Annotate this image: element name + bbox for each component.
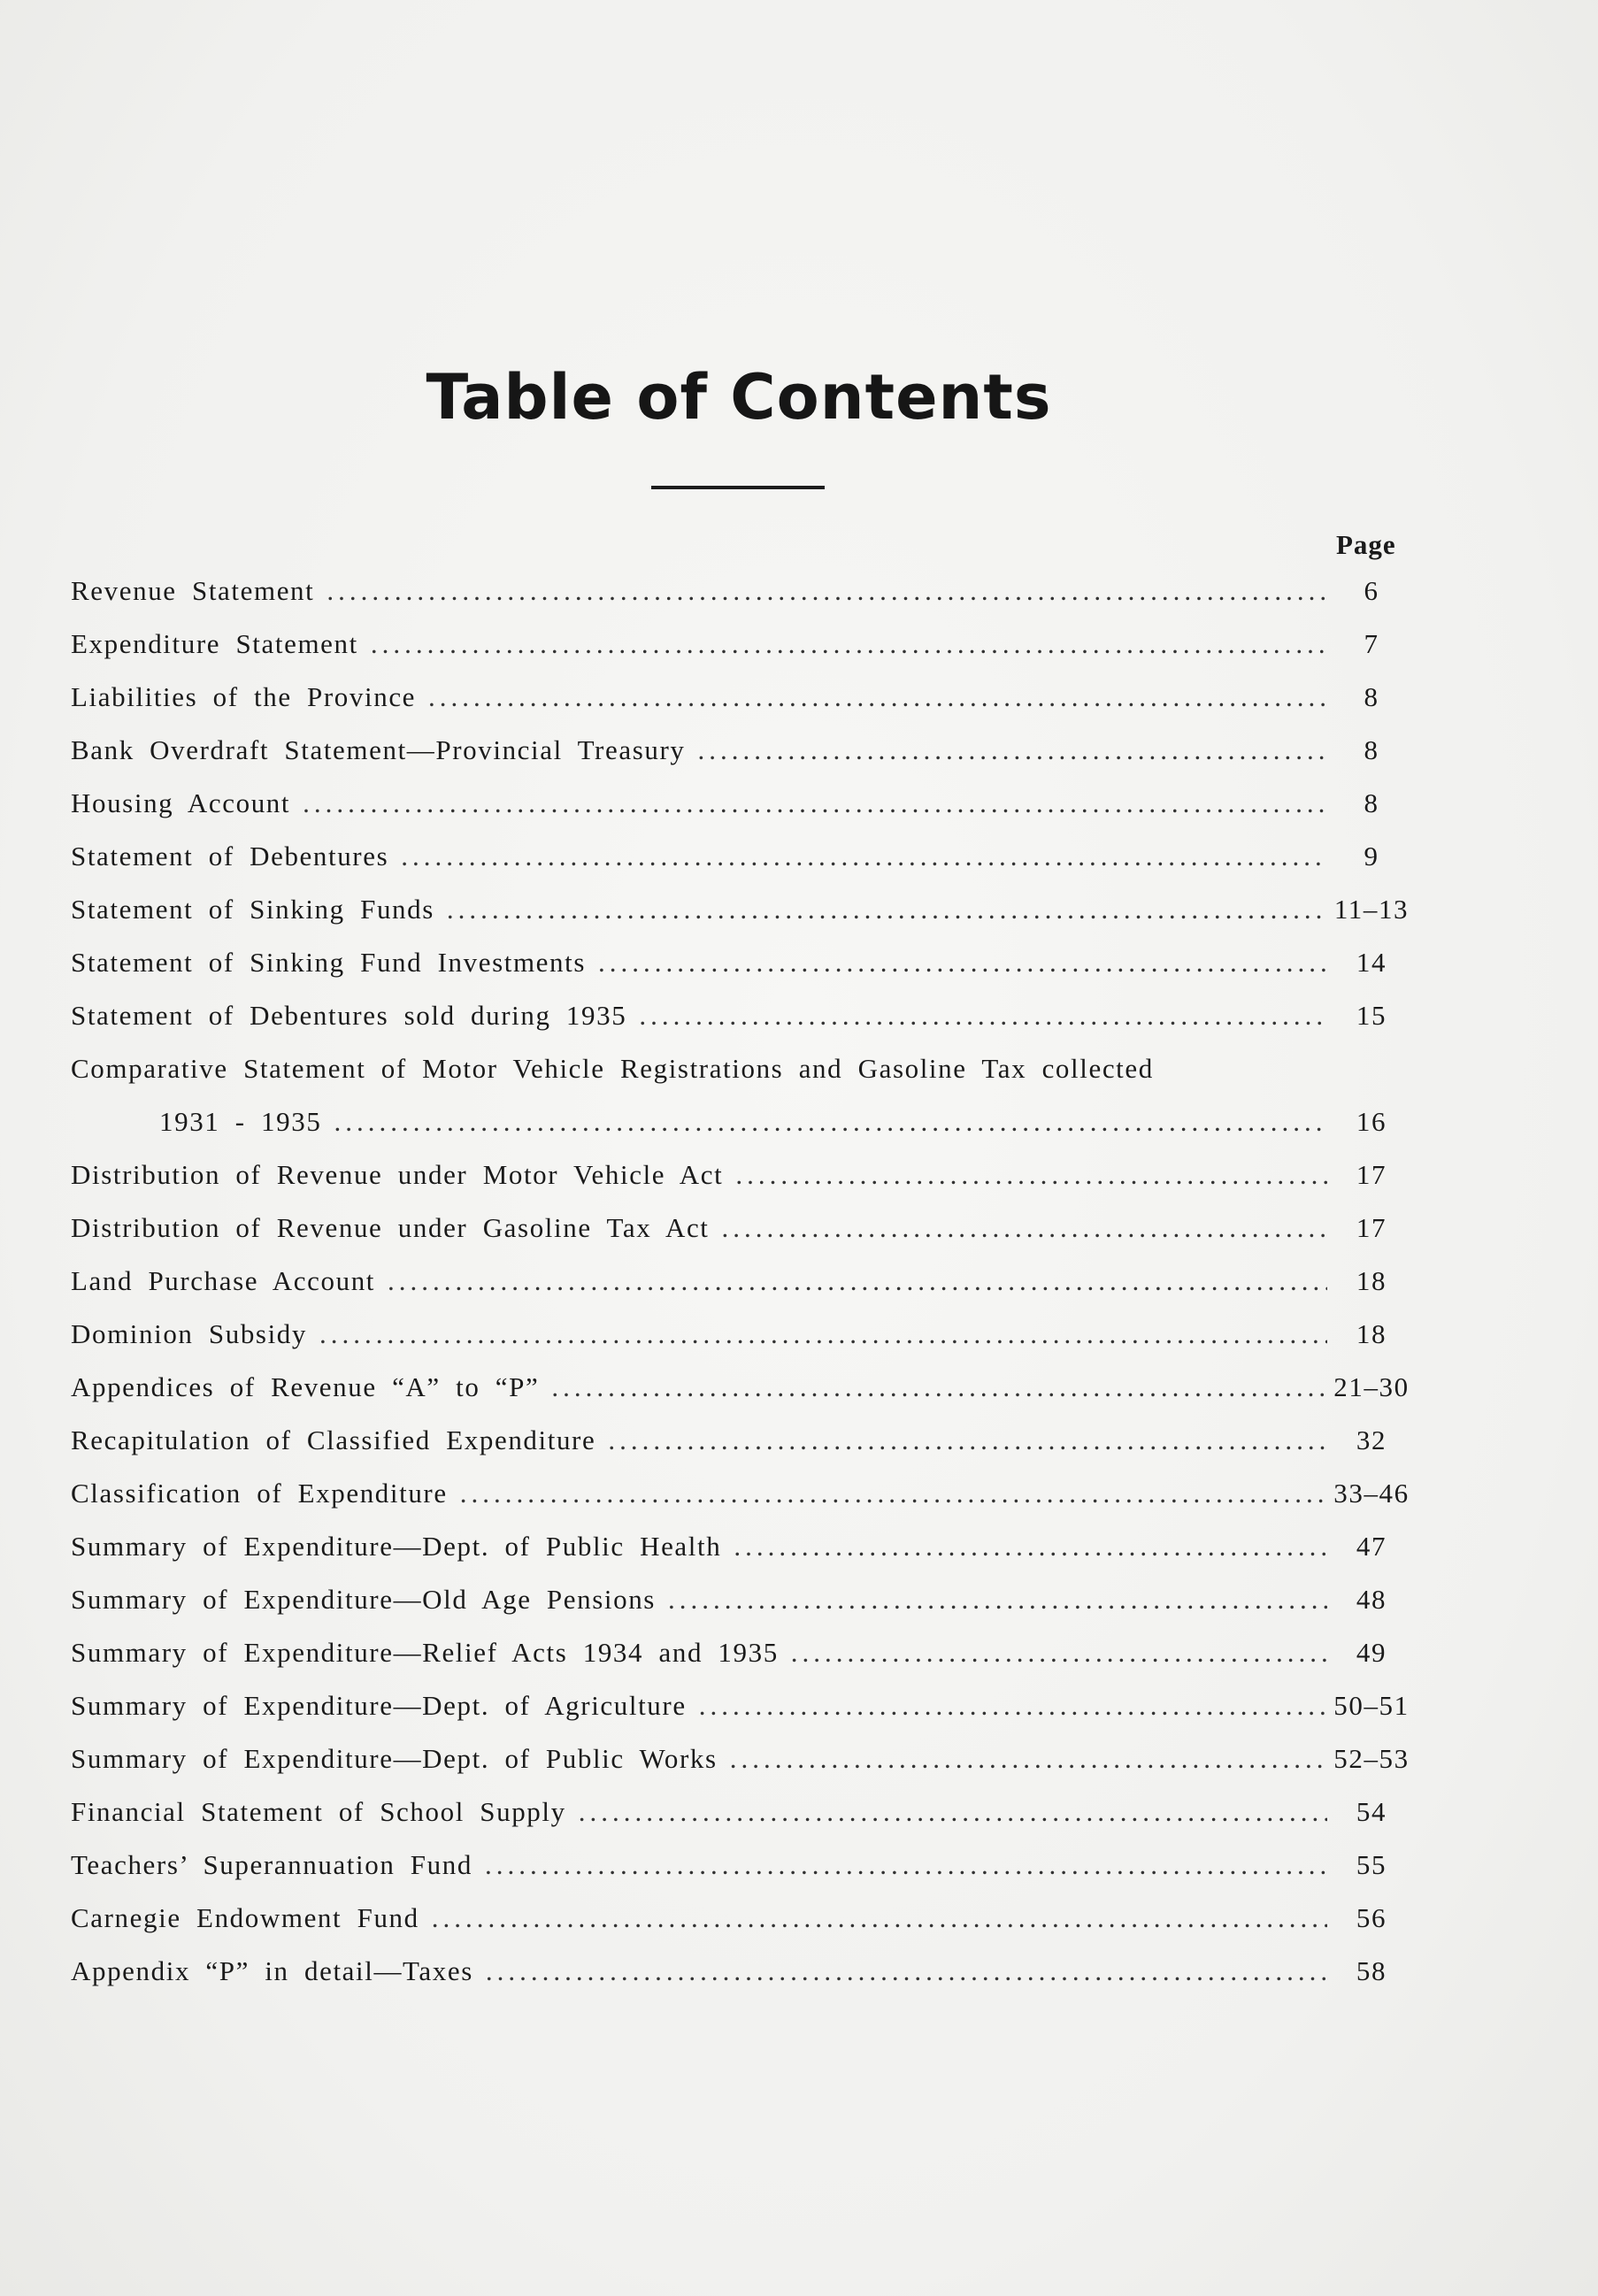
toc-entry xyxy=(71,1849,1416,1902)
dot-leader xyxy=(327,575,1327,607)
toc-entry-label: Financial Statement of School Supply xyxy=(71,1796,566,1827)
toc-entry xyxy=(71,1318,1416,1371)
toc-entry xyxy=(71,1106,1416,1159)
toc-entry xyxy=(71,1371,1416,1424)
toc-entry-page: 56 xyxy=(1356,1902,1387,1933)
toc-entry-page: 8 xyxy=(1364,787,1379,818)
toc-entry-label: Recapitulation of Classified Expenditure xyxy=(71,1424,596,1455)
toc-entry-label: 1931 - 1935 xyxy=(159,1106,322,1137)
toc-entry-page: 8 xyxy=(1364,734,1379,765)
toc-entry xyxy=(71,1531,1416,1584)
toc-entry xyxy=(71,1000,1416,1053)
dot-leader xyxy=(730,1743,1327,1775)
toc-entry-label: Land Purchase Account xyxy=(71,1265,376,1296)
toc-entry-page: 15 xyxy=(1356,1000,1387,1031)
dot-leader xyxy=(734,1531,1327,1563)
toc-entry xyxy=(71,1424,1416,1478)
toc-entry-page: 14 xyxy=(1356,947,1387,978)
toc-entry-label: Appendix “P” in detail—Taxes xyxy=(71,1955,473,1986)
toc-entry-page: 55 xyxy=(1356,1849,1387,1880)
page-title: Table of Contents xyxy=(426,361,1052,434)
toc-entry-label: Housing Account xyxy=(71,787,291,818)
toc-entry-label: Distribution of Revenue under Motor Vehicle Act xyxy=(71,1159,724,1190)
dot-leader xyxy=(401,841,1327,872)
toc-entry-page: 54 xyxy=(1356,1796,1387,1827)
dot-leader xyxy=(432,1902,1327,1934)
dot-leader xyxy=(697,734,1327,766)
dot-leader xyxy=(598,947,1327,979)
toc-entry-label: Summary of Expenditure—Old Age Pensions xyxy=(71,1584,656,1615)
toc-entry-page: 18 xyxy=(1356,1318,1387,1349)
toc-entry xyxy=(71,681,1416,734)
dot-leader xyxy=(485,1849,1327,1881)
dot-leader xyxy=(447,894,1327,925)
dot-leader xyxy=(699,1690,1327,1722)
toc-entry xyxy=(71,894,1416,947)
toc-entry xyxy=(71,787,1416,841)
toc-entry-label: Summary of Expenditure—Dept. of Agriculture xyxy=(71,1690,687,1721)
toc-entry xyxy=(71,1212,1416,1265)
page-column-header: Page xyxy=(1336,529,1396,560)
toc-entry-page: 17 xyxy=(1356,1212,1387,1243)
toc-entry-page: 11–13 xyxy=(1333,894,1410,925)
toc-entry xyxy=(71,575,1416,628)
dot-leader xyxy=(722,1212,1327,1244)
toc-entry-label: Summary of Expenditure—Relief Acts 1934 and 1935 xyxy=(71,1637,779,1668)
toc-entry-page: 32 xyxy=(1356,1424,1387,1455)
toc-entry-label: Summary of Expenditure—Dept. of Public Works xyxy=(71,1743,718,1774)
dot-leader xyxy=(791,1637,1327,1669)
toc-entry-label: Bank Overdraft Statement—Provincial Treasury xyxy=(71,734,686,765)
dot-leader xyxy=(735,1159,1327,1191)
toc-entry-page: 33–46 xyxy=(1333,1478,1410,1509)
toc-entry xyxy=(71,1159,1416,1212)
toc-entry xyxy=(71,1690,1416,1743)
toc-entry-label: Appendices of Revenue “A” to “P” xyxy=(71,1371,540,1402)
dot-leader xyxy=(388,1265,1327,1297)
toc-entry xyxy=(71,1955,1416,2008)
toc-entry-page: 49 xyxy=(1356,1637,1387,1668)
toc-entry-label: Expenditure Statement xyxy=(71,628,358,659)
toc-entry-label: Summary of Expenditure—Dept. of Public Health xyxy=(71,1531,722,1562)
dot-leader xyxy=(319,1318,1327,1350)
toc-entry-label: Statement of Debentures xyxy=(71,841,389,872)
toc-entry xyxy=(71,947,1416,1000)
toc-entry-page: 7 xyxy=(1364,628,1379,659)
dot-leader xyxy=(303,787,1327,819)
dot-leader xyxy=(551,1371,1327,1403)
toc-entry-page: 52–53 xyxy=(1333,1743,1410,1774)
toc-entry-label: Statement of Debentures sold during 1935 xyxy=(71,1000,627,1031)
toc-list xyxy=(71,575,1416,2008)
toc-entry xyxy=(71,1796,1416,1849)
toc-entry xyxy=(71,734,1416,787)
dot-leader xyxy=(668,1584,1327,1616)
toc-entry-page: 9 xyxy=(1364,841,1379,872)
dot-leader xyxy=(460,1478,1327,1509)
toc-entry-label: Liabilities of the Province xyxy=(71,681,417,712)
title-underline xyxy=(651,486,825,489)
toc-entry xyxy=(71,1743,1416,1796)
toc-entry xyxy=(71,1265,1416,1318)
toc-entry xyxy=(71,1584,1416,1637)
toc-entry xyxy=(71,1053,1416,1106)
dot-leader xyxy=(608,1424,1327,1456)
toc-entry-page: 8 xyxy=(1364,681,1379,712)
dot-leader xyxy=(639,1000,1327,1032)
toc-entry-label: Classification of Expenditure xyxy=(71,1478,448,1509)
toc-entry xyxy=(71,1637,1416,1690)
toc-entry-page: 18 xyxy=(1356,1265,1387,1296)
toc-entry-page: 6 xyxy=(1364,575,1379,606)
dot-leader xyxy=(579,1796,1327,1828)
toc-entry-label: Statement of Sinking Funds xyxy=(71,894,434,925)
toc-entry-page: 21–30 xyxy=(1333,1371,1410,1402)
toc-entry-page: 17 xyxy=(1356,1159,1387,1190)
toc-entry xyxy=(71,1902,1416,1955)
toc-entry-page: 58 xyxy=(1356,1955,1387,1986)
toc-entry-label: Comparative Statement of Motor Vehicle Registrations and Gasoline Tax collected xyxy=(71,1053,1154,1084)
toc-entry xyxy=(71,628,1416,681)
toc-entry-page: 50–51 xyxy=(1333,1690,1410,1721)
toc-entry-page: 16 xyxy=(1356,1106,1387,1137)
dot-leader xyxy=(486,1955,1327,1987)
toc-entry-label: Revenue Statement xyxy=(71,575,315,606)
toc-entry-page: 47 xyxy=(1356,1531,1387,1562)
toc-entry-label: Dominion Subsidy xyxy=(71,1318,307,1349)
toc-entry-page: 48 xyxy=(1356,1584,1387,1615)
toc-entry-label: Distribution of Revenue under Gasoline Tax Act xyxy=(71,1212,710,1243)
dot-leader xyxy=(371,628,1327,660)
toc-entry-label: Statement of Sinking Fund Investments xyxy=(71,947,587,978)
toc-entry xyxy=(71,841,1416,894)
dot-leader xyxy=(334,1106,1327,1138)
toc-entry-label: Carnegie Endowment Fund xyxy=(71,1902,419,1933)
toc-entry xyxy=(71,1478,1416,1531)
toc-entry-label: Teachers’ Superannuation Fund xyxy=(71,1849,472,1880)
dot-leader xyxy=(428,681,1327,713)
